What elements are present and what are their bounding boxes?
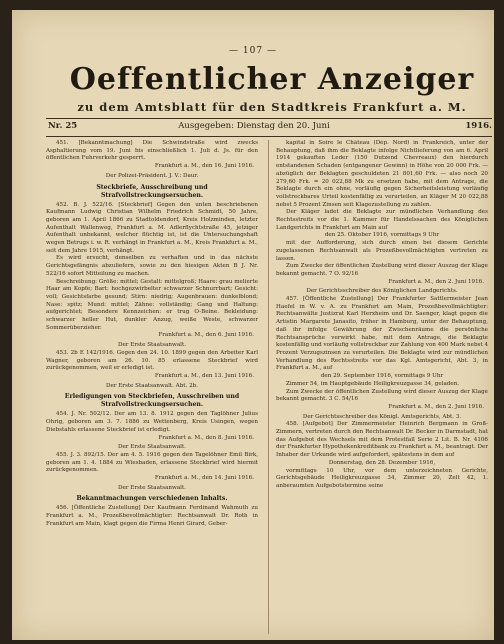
notice-paragraph: 455. J. 3. 892/15. Der am 4. 5. 1916 gegen den Tagelöhner Emil Birk, geboren am 1. 4. 1884 zu Wiesbaden, erlassene Steckbrief wird hiermit zurückgenommen. — [46, 451, 258, 474]
signature-line: den 25. Oktober 1916, vormittags 9 Uhr — [324, 232, 440, 239]
signature-line: Der Erste Staatsanwalt. Abt. 2b. — [105, 382, 199, 389]
masthead-subtitle: zu dem Amtsblatt für den Stadtkreis Frankfurt a. M. — [77, 100, 467, 114]
dateline: Frankfurt a. M., den 8. Juni 1916. — [158, 434, 254, 441]
signature-line: Der Gerichtsschreiber des Königl. Amtsgerichts, Abt. 3. — [302, 413, 462, 420]
signature-line: Der Polizei-Präsident. J. V.: Daur. — [105, 172, 199, 179]
right-column — [276, 140, 488, 634]
dateline: Frankfurt a. M., den 14. Juni 1916. — [154, 475, 254, 482]
notice-paragraph: 454. J. Nr. 502/12. Der am 13. 8. 1912 gegen den Taglöhner Julius Ohrig, geboren am 3. 7. 1886 zu Wettenberg, Kreis Usingen, wegen Diebstahls erlassene Steckbrief ist erledigt. — [46, 411, 258, 433]
notice-paragraph: 458. [Aufgebot] Der Zimmermeister Heinrich Bergmann in Groß-Zimmern, vertreten durch den Rechtsanwalt Dr. Becker in Darmstadt, hat das Aufgebot des Wechsels mit dem Protestfall Serie 2 Lit. B. Nr. 4106 der Frankfurter Hypothekenkreditbank zu Frankfurt a. M., beantragt. Der Inhaber der Urkunde wird aufgefordert, spätestens in dem auf — [276, 421, 488, 459]
notice-paragraph: Zum Zwecke der öffentlichen Zustellung wird dieser Auszug der Klage bekannt gemacht. 7 O. 92/16 — [276, 263, 488, 277]
notice-paragraph: Zimmer 54, im Hauptgebäude Heiligkreuzgasse 34, geladen. — [286, 380, 460, 387]
left-column — [46, 140, 258, 634]
notice-paragraph: kapital in Soire le Château (Dép. Nord) in Frankreich, unter der Behauptung, daß ihm die Beklagte infolge Nichtlieferung von am 6. April 1914 gekauften Leder (150 Dutzend Chevreaux) den hierdurch entstandenen Schaden (entgangener Gewinn) in Höhe von 20 000 Frk. — abzüglich der Beklagten geschuldeten 21 801,60 Frk. — also noch 20 279,60 Frk. = 20 022,88 Mk zu ersetzen habe, mit dem Antrage, die Beklagte durch ein ohne, vorläufig gegen Sicherheitsleistung vorläufig vollstreckbares Urteil kostenfällig zu verurteilen, an Kläger M 20 022,88 nebst 5 Prozent Zinsen seit Klagezustellung zu zahlen. — [276, 140, 488, 208]
header-rule-bottom — [46, 136, 492, 137]
dateline: Frankfurt a. M., den 13. Juni 1916. — [154, 372, 254, 379]
dateline: Frankfurt a. M., den 2. Juni 1916. — [388, 403, 484, 410]
section-heading: Bekanntmachungen verschiedenen Inhalts. — [76, 495, 228, 503]
header-rule-top — [46, 118, 492, 119]
signature-line: den 29. September 1916, vormittags 9 Uhr — [320, 373, 444, 380]
dateline: Frankfurt a. M., den 2. Juni 1916. — [388, 278, 484, 285]
issue-year: 1916. — [465, 121, 492, 131]
notice-paragraph: 452. B. J. 522/16. [Steckbrief] Gegen den unten beschriebenen Kaufmann Ludwig Christian Wilhelm Friedrich Schmidt, 50 Jahre, geboren am 1. April 1866 zu Stadtoldendorf, Kreis Holzminden, letzter Aufenthalt Wallenweg, Frankfurt a. M. Adlerflychtstraße 45, jetziger Aufenthalt unbekannt, welcher flüchtig ist, ist die Untersuchungshaft wegen Betrugs i. w. R. verhängt in Frankfurt a. M., Kreis Frankfurt a. M., seit dem Jahre 1915, verhängt. — [46, 201, 258, 254]
signature-line: Der Erste Staatsanwalt. — [118, 342, 186, 349]
signature-line: Der Erste Staatsanwalt. — [118, 444, 186, 451]
section-heading: Steckbriefe, Ausschreibung und Strafvollstreckungsersuchen. — [96, 183, 208, 199]
notice-paragraph: 457. [Öffentliche Zustellung] Der Frankfurter Sattlermeister Jean Haefel in W. v. A. zu Frankfurt am Main, Prozeßbevollmächtigter: Rechtsanwälte Justizrat Karl Herxheim und Dr. Saenger, klagt gegen die Artistin Margarete Janasito, früher in Hamburg, unter der Behauptung, daß ihr infolge Gewährung der Zwischenräume die persönliche Rechtsansprüche verwirkt habe, mit dem Antrage, die Beklagte kostenfällig und vorläufig vollstreckbar zur Zahlung von 400 Mark nebst 4 Prozent Verzugszinsen zu verurteilen. Die Beklagte wird zur mündlichen Verhandlung des Rechtsstreits vor das Kgl. Amtsgericht, Abt. 3, in Frankfurt a. M., auf — [276, 296, 488, 372]
notice-paragraph: Beschreibung: Größe: mittel; Gestalt: mittelgroß; Haare: grau melierte Haar am Kopfe; Bart: hochgezwirbelter schwarzer Schnurrbart; Gesicht: voll; Gesichtsfarbe gesund; Stirn: niedrig; Augenbrauen: dunkelblond; Nase: spitz; Mund: mittel; Zähne: vollständig; Gang und Haltung: aufgerichtet; Besondere Kennzeichen: er trug O-Beine. Bekleidung: schwarzer heller Hut, dunkler Anzug, weiße Weste, schwarzer Sommerüberzieher. — [46, 278, 258, 331]
page-number: — 107 — — [229, 46, 277, 56]
issue-number: Nr. 25 — [48, 121, 78, 131]
section-heading: Erledigungen von Steckbriefen, Ausschreiben und Strafvollstreckungsersuchen. — [64, 393, 240, 409]
signature-line: Donnerstag, den 28. Dezember 1916, — [328, 459, 436, 466]
notice-paragraph: 456. [Öffentliche Zustellung] Der Kaufmann Ferdinand Wahmuth zu Frankfurt a. M., Prozeßbevollmächtigter: Rechtsanwalt Dr. Roth in Frankfurt am Main, klagt gegen die Firma Henri Girard, Geber- — [46, 505, 258, 527]
notice-paragraph: 451. [Bekanntmachung] Die Schwindstraße wird zwecks Asphaltierung vom 19. Juni bis einschließlich 1. Juli d. Js. für den öffentlichen Fuhrverkehr gesperrt. — [46, 140, 258, 162]
signature-line: Der Erste Staatsanwalt. — [118, 484, 186, 491]
newspaper-page — [12, 10, 494, 640]
masthead-title: Oeffentlicher Anzeiger — [69, 62, 475, 97]
dateline: Frankfurt a. M., den 16. Juni 1916. — [154, 163, 254, 170]
dateline: Frankfurt a. M., den 6. Juni 1916. — [158, 332, 254, 339]
notice-paragraph: Der Kläger ladet die Beklagte zur mündlichen Verhandlung des Rechtsstreits vor die 1. Kammer für Handelssachen des Königlichen Landgerichts in Frankfurt am Main auf — [276, 209, 488, 231]
notice-paragraph: mit der Aufforderung, sich durch einen bei diesem Gerichte zugelassenen Rechtsanwalt als Prozeßbevollmächtigten vertreten zu lassen. — [276, 240, 488, 262]
issue-date: Ausgegeben: Dienstag den 20. Juni — [178, 121, 330, 131]
notice-paragraph: Zum Zwecke der öffentlichen Zustellung wird dieser Auszug der Klage bekannt gemacht. 3 C. 54/16 — [276, 388, 488, 403]
notice-paragraph: 453. 2b E 142/1916. Gegen den 24. 10. 1899 gegen den Arbeiter Karl Wagner, geboren am 26. 10. 85 erlassene Steckbrief wird zurückgenommen, weil er erledigt ist. — [46, 349, 258, 372]
notice-paragraph: Es wird ersucht, denselben zu verhaften und in das nächste Gerichtsgefängnis abzuliefern, sowie zu den hiesigen Akten B J. Nr. 522/16 sofort Mitteilung zu machen. — [46, 255, 258, 277]
column-divider — [268, 140, 269, 634]
issue-header — [48, 121, 492, 135]
signature-line: Der Gerichtsschreiber des Königlichen Landgerichts. — [306, 288, 458, 295]
notice-paragraph: vormittags 10 Uhr, vor dem unterzeichneten Gerichte, Gerichtsgebäude Heiligkreuzgasse 34, Zimmer 20, Zelt 42, 1. anberaumten Aufgebotstermine seine — [276, 467, 488, 489]
